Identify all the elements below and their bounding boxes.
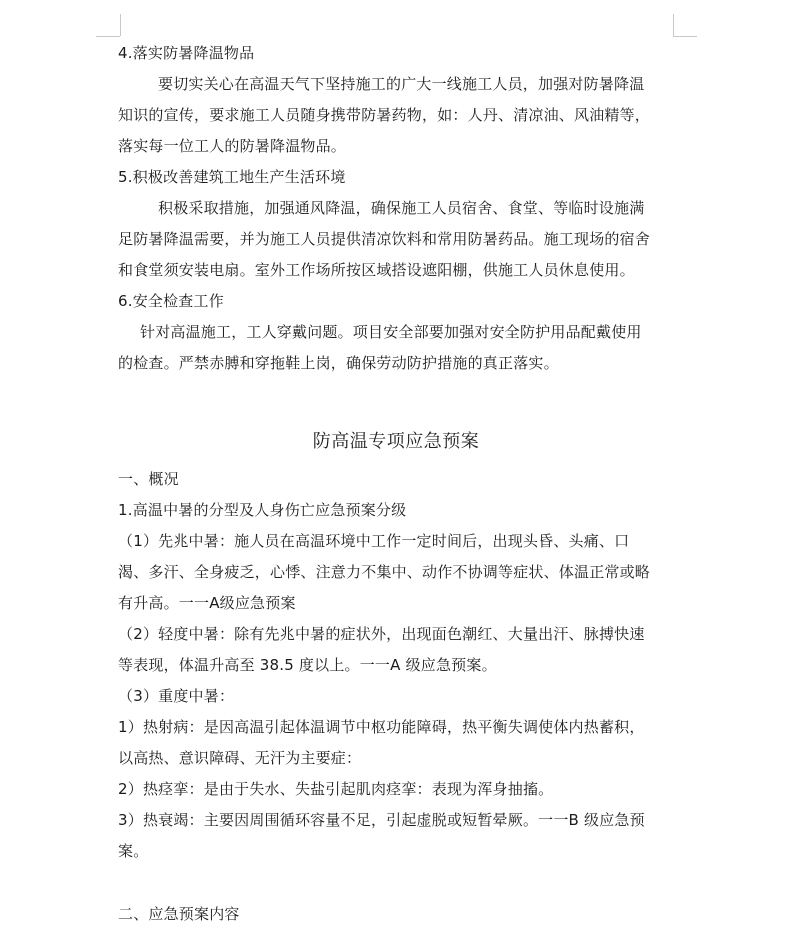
- list-item-line: （1）先兆中暑：施人员在高温环境中工作一定时间后，出现头昏、头痛、口: [118, 532, 630, 550]
- document-title: 防高温专项应急预案: [312, 431, 480, 452]
- paragraph-line: 的检查。严禁赤膊和穿拖鞋上岗，确保劳动防护措施的真正落实。: [118, 354, 559, 372]
- section-heading: 二、应急预案内容: [118, 905, 240, 923]
- heading-6: 6.安全检查工作: [118, 292, 224, 310]
- sub-item-line: 以高热、意识障碍、无汗为主要症：: [118, 749, 362, 767]
- sub-item-line: 1）热射病：是因高温引起体温调节中枢功能障碍，热平衡失调使体内热蓄积，: [118, 718, 645, 736]
- sub-item-line: 3）热衰竭：主要因周围循环容量不足，引起虚脱或短暂晕厥。一一B 级应急预: [118, 811, 645, 829]
- paragraph-line: 要切实关心在高温天气下坚持施工的广大一线施工人员，加强对防暑降温: [158, 75, 645, 93]
- heading-4: 4.落实防暑降温物品: [118, 44, 255, 62]
- list-item-line: 有升高。一一A级应急预案: [118, 594, 296, 612]
- paragraph-line: 足防暑降温需要，并为施工人员提供清凉饮料和常用防暑药品。施工现场的宿舍: [118, 230, 651, 248]
- paragraph-line: 积极采取措施，加强通风降温，确保施工人员宿舍、食堂、等临时设施满: [158, 199, 645, 217]
- paragraph-line: 落实每一位工人的防暑降温物品。: [118, 137, 347, 155]
- section-heading: 一、概况: [118, 470, 179, 488]
- page-corner-mark: [673, 14, 674, 36]
- paragraph-line: 和食堂须安装电扇。室外工作场所按区域搭设遮阳棚，供施工人员休息使用。: [118, 261, 635, 279]
- list-item-line: （2）轻度中暑：除有先兆中暑的症状外，出现面色潮红、大量出汗、脉搏快速: [118, 625, 645, 643]
- sub-item-line: 案。: [118, 842, 149, 860]
- page-corner-mark: [96, 36, 120, 37]
- subsection-heading: 1.高温中暑的分型及人身伤亡应急预案分级: [118, 501, 407, 519]
- paragraph-line: 知识的宣传，要求施工人员随身携带防暑药物，如：人丹、清凉油、风油精等，: [118, 106, 651, 124]
- sub-item-line: 2）热痉挛：是由于失水、失盐引起肌肉痉挛：表现为浑身抽搐。: [118, 780, 554, 798]
- paragraph-line: 针对高温施工，工人穿戴问题。项目安全部要加强对安全防护用品配戴使用: [140, 323, 642, 341]
- page-corner-mark: [673, 36, 697, 37]
- list-item-line: 渴、多汗、全身疲乏，心悸、注意力不集中、动作不协调等症状、体温正常或略: [118, 563, 651, 581]
- list-item-line: 等表现，体温升高至 38.5 度以上。一一A 级应急预案。: [118, 656, 497, 674]
- list-item-line: （3）重度中暑：: [118, 687, 235, 705]
- page-corner-mark: [120, 14, 121, 36]
- heading-5: 5.积极改善建筑工地生产生活环境: [118, 168, 346, 186]
